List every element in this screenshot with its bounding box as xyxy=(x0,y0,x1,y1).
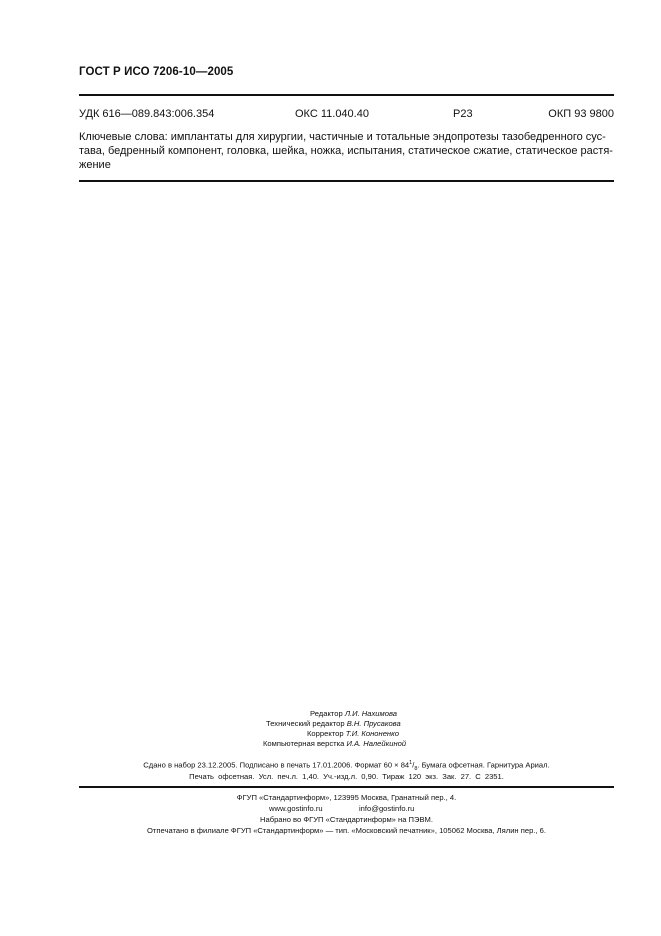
publisher-address: ФГУП «Стандартинформ», 123995 Москва, Гранатный пер., 4. xyxy=(236,793,457,802)
okp-code: ОКП 93 9800 xyxy=(548,108,614,120)
tech-editor-credit xyxy=(266,719,401,728)
format-denominator: 8 xyxy=(414,766,418,773)
publisher-website: www.gostinfo.ru xyxy=(269,804,323,813)
printing-house-note: Отпечатано в филиале ФГУП «Стандартинформ» — тип. «Московский печатник», 105062 Москва, Лялин пер., 6. xyxy=(147,826,546,835)
layout-name: И.А. Налейкиной xyxy=(346,739,407,748)
publisher-email: info@gostinfo.ru xyxy=(359,804,415,813)
publisher-contacts xyxy=(79,804,614,815)
keywords-divider xyxy=(79,180,614,182)
proofreader-name: Т.И. Кононенко xyxy=(345,729,399,738)
keywords-line: жение xyxy=(79,159,111,171)
typesetting-note: Набрано во ФГУП «Стандартинформ» на ПЭВМ. xyxy=(260,815,433,824)
tech-editor-label: Технический редактор xyxy=(266,719,345,728)
document-code: ГОСТ Р ИСО 7206-10—2005 xyxy=(79,66,234,78)
keywords-line: тава, бедренный компонент, головка, шейка, ножка, испытания, статическое сжатие, статическое растя- xyxy=(79,145,613,157)
top-divider xyxy=(79,94,614,96)
editor-credit xyxy=(310,709,397,718)
oks-code: ОКС 11.040.40 xyxy=(295,108,369,120)
layout-label: Компьютерная верстка xyxy=(263,739,345,748)
proofreader-label: Корректор xyxy=(307,729,344,738)
format-numerator: 1 xyxy=(409,760,413,766)
editor-name: Л.И. Нахимова xyxy=(344,709,397,718)
printing-info-text: Сдано в набор 23.12.2005. Подписано в печать 17.01.2006. Формат 60 × 84 xyxy=(143,760,410,770)
proofreader-credit xyxy=(307,729,399,738)
keywords-line: Ключевые слова: имплантаты для хирургии, частичные и тотальные эндопротезы тазобедренного сус- xyxy=(79,131,606,143)
printing-info-line: Сдано в набор 23.12.2005. Подписано в печать 17.01.2006. Формат $60 \times 84^1/_8$. Бумага офсетная. Гарнитура Ариал. xyxy=(143,760,550,773)
tech-editor-name: В.Н. Прусакова xyxy=(346,719,401,728)
keywords-block xyxy=(79,130,614,172)
editor-label: Редактор xyxy=(310,709,343,718)
printing-info-text-end: . Бумага офсетная. Гарнитура Ариал. xyxy=(417,760,550,770)
layout-credit xyxy=(263,739,406,748)
classification-row xyxy=(79,108,614,122)
udc-code: УДК 616—089.843:006.354 xyxy=(79,108,215,120)
group-code: Р23 xyxy=(453,108,473,120)
printing-run-line: Печать офсетная. Усл. печ.л. 1,40. Уч.-изд.л. 0,90. Тираж 120 экз. Зак. 27. С 2351. xyxy=(189,772,504,781)
bottom-divider xyxy=(79,786,614,788)
